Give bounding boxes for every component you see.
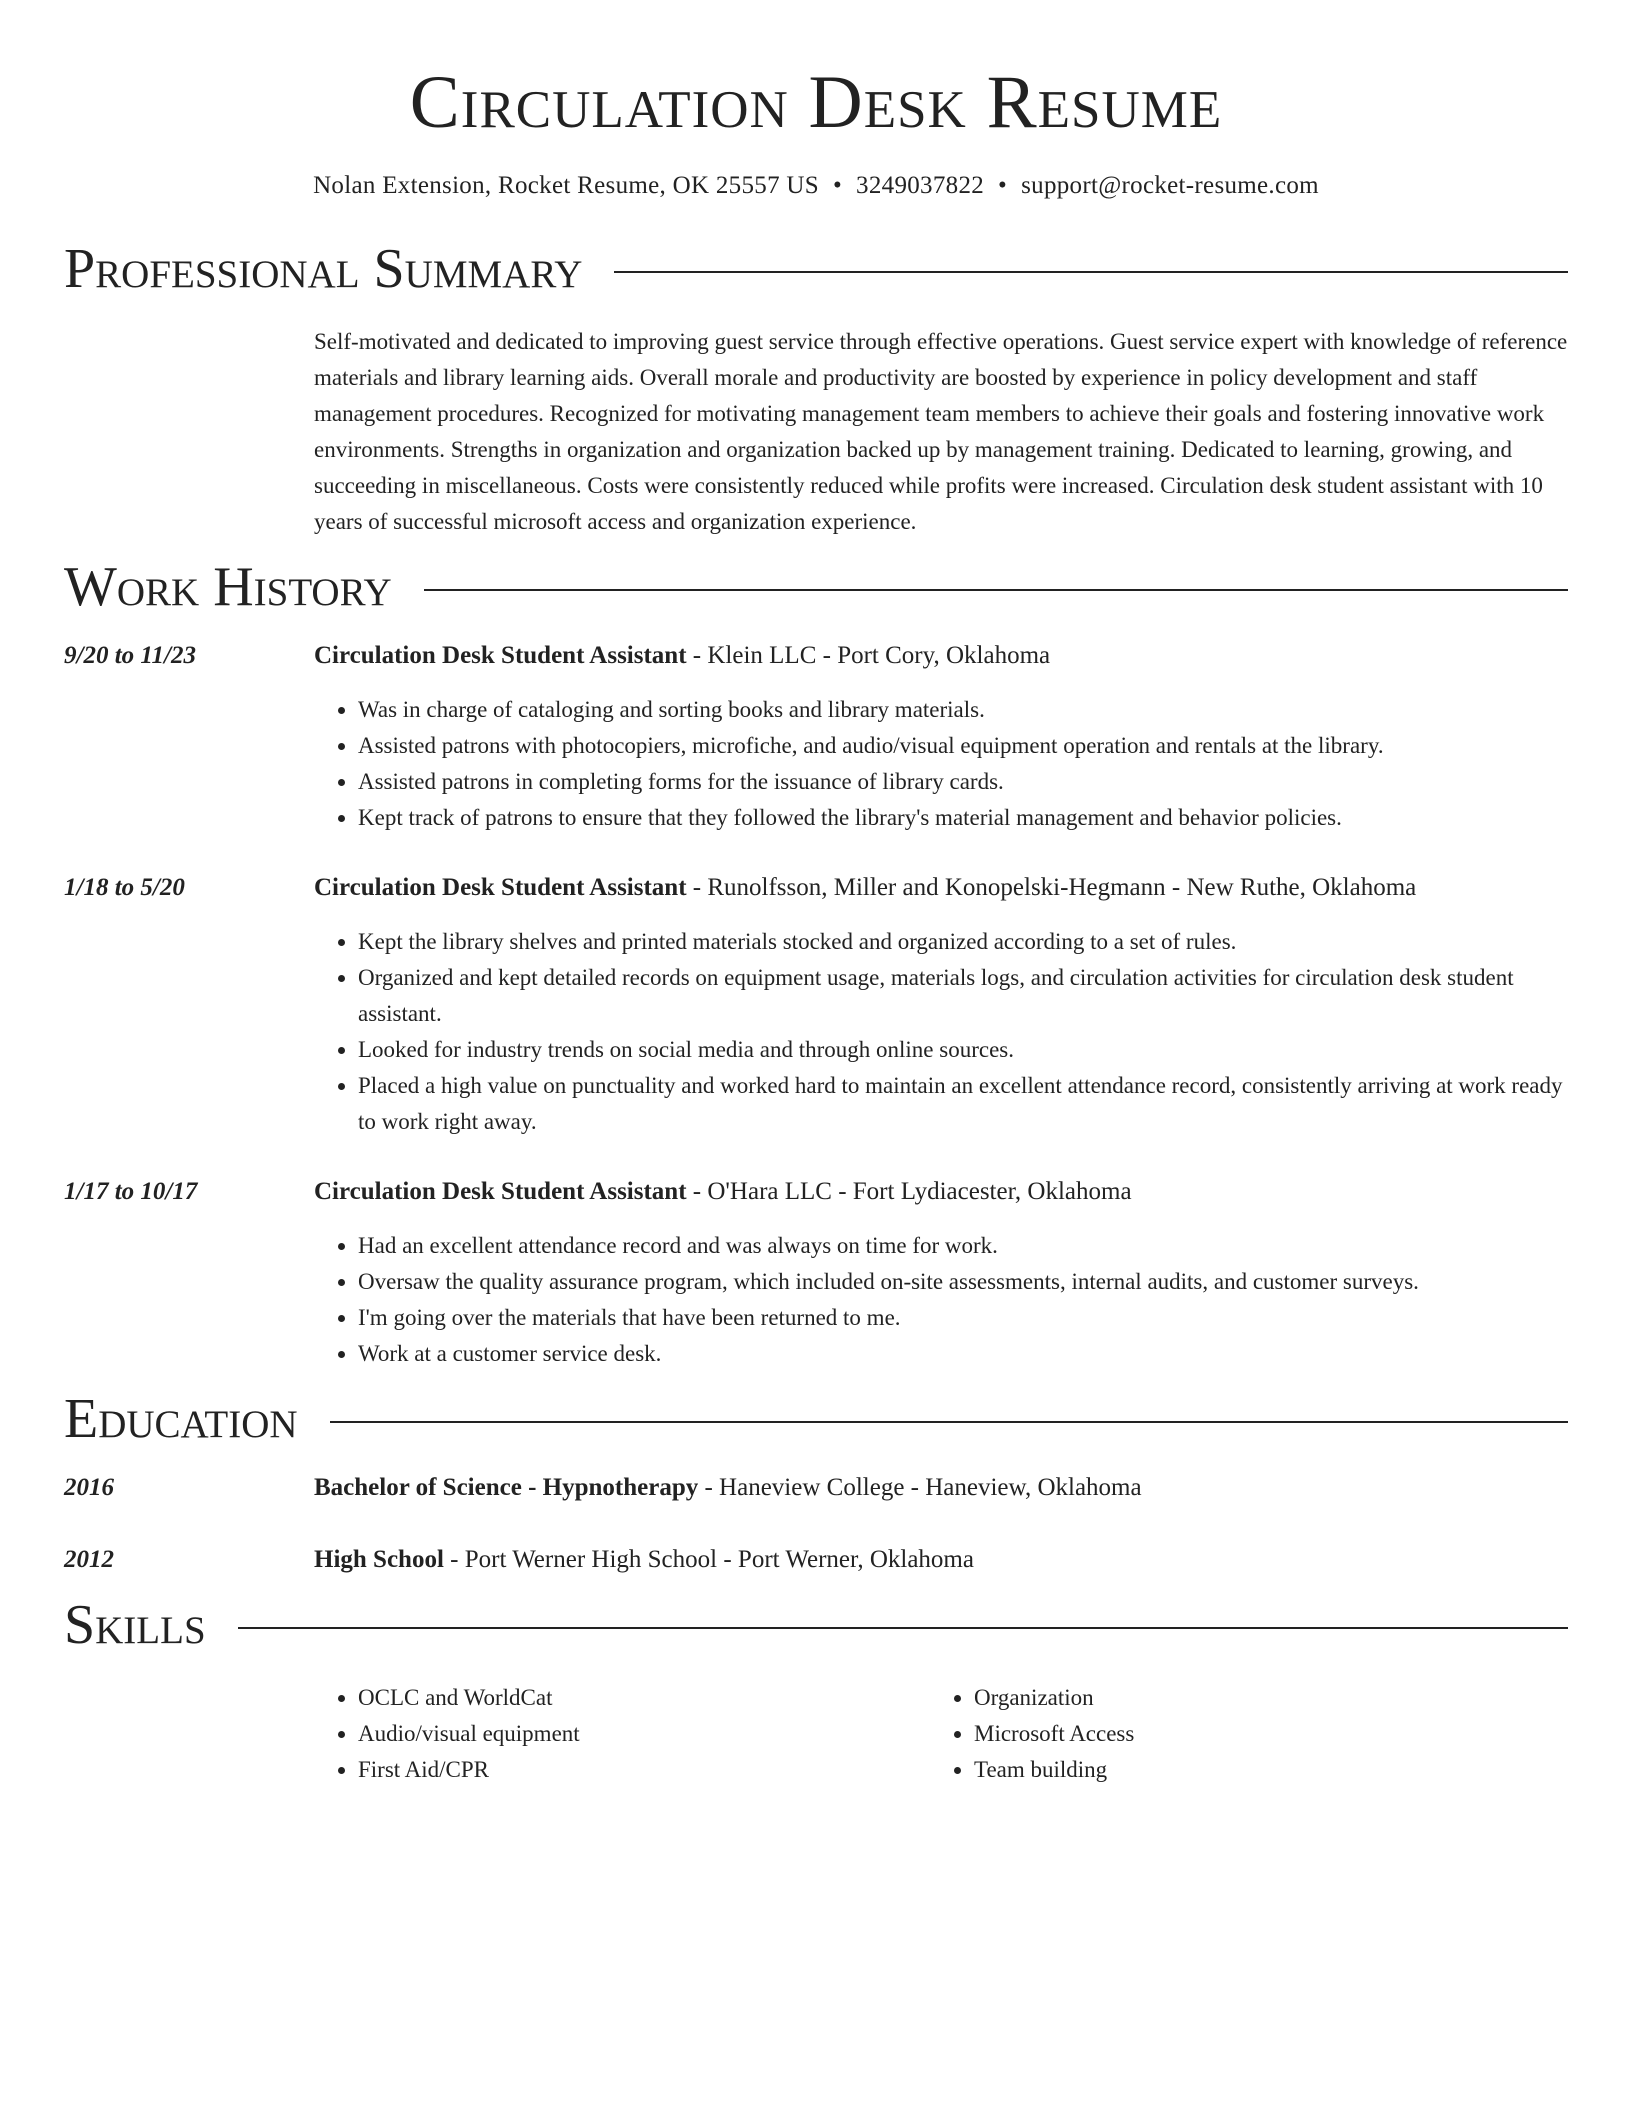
job-dates: 1/18 to 5/20: [64, 874, 185, 901]
contact-address: Nolan Extension, Rocket Resume, OK 25557 US: [313, 172, 819, 199]
education-year: 2012: [64, 1546, 114, 1573]
contact-separator: •: [832, 172, 843, 199]
job-entry: [64, 870, 1568, 1140]
summary-text: Self-motivated and dedicated to improving guest service through effective operations. Guest service expert with knowledge of reference materials and library learning aids. Overall morale and productivity are boosted by experience in policy development and staff management procedures. Recognized for motivating management team members to achieve their goals and fostering innovative work environments. Strengths in organization and organization backed up by management training. Dedicated to learning, growing, and succeeding in miscellaneous. Costs were consistently reduced while profits were increased. Circulation desk student assistant with 10 years of successful microsoft access and organization experience.: [314, 329, 1568, 534]
job-dates: 1/17 to 10/17: [64, 1178, 198, 1205]
job-title: Circulation Desk Student Assistant: [314, 1178, 687, 1205]
job-headline: [314, 638, 1568, 674]
education-year: 2016: [64, 1474, 114, 1501]
job-content: [314, 1174, 1568, 1372]
work-heading: Work History: [64, 556, 392, 618]
job-duty-item: • Was in charge of cataloging and sorting books and library materials.: [358, 692, 1568, 728]
job-content: [314, 870, 1568, 1140]
skills-column-2: [930, 1680, 1546, 1788]
section-divider: [330, 1421, 1568, 1423]
education-entry: [64, 1542, 1568, 1578]
job-duty-item: • Kept the library shelves and printed materials stocked and organized according to a set of rules.: [358, 924, 1568, 960]
education-headline: [314, 1470, 1568, 1506]
skills-section-header: [64, 1592, 1568, 1658]
job-duty-item: • Assisted patrons in completing forms for the issuance of library cards.: [358, 764, 1568, 800]
job-duty-item: • Oversaw the quality assurance program, which included on-site assessments, internal audits, and customer surveys.: [358, 1264, 1568, 1300]
job-dates: 9/20 to 11/23: [64, 642, 196, 669]
section-divider: [614, 271, 1568, 273]
education-heading: Education: [64, 1388, 298, 1450]
skills-column-1: [314, 1680, 930, 1788]
job-duty-item: • Placed a high value on punctuality and worked hard to maintain an excellent attendance record, consistently arriving at work ready to work right away.: [358, 1068, 1568, 1140]
education-entry: [64, 1470, 1568, 1506]
job-headline: [314, 870, 1568, 906]
job-duty-item: • I'm going over the materials that have been returned to me.: [358, 1300, 1568, 1336]
skills-heading: Skills: [64, 1594, 206, 1656]
contact-separator: •: [998, 172, 1008, 199]
education-section-header: [64, 1386, 1568, 1452]
job-duty-item: • Had an excellent attendance record and was always on time for work.: [358, 1228, 1568, 1264]
job-duties: [314, 924, 1568, 1140]
job-duty-item: • Looked for industry trends on social media and through online sources.: [358, 1032, 1568, 1068]
education-school: - Haneview College - Haneview, Oklahoma: [698, 1474, 1142, 1501]
skill-item: • First Aid/CPR: [358, 1752, 930, 1788]
summary-heading: Professional Summary: [64, 238, 583, 300]
education-headline: [314, 1542, 1568, 1578]
job-duty-item: • Work at a customer service desk.: [358, 1336, 1568, 1372]
section-divider: [424, 589, 1568, 591]
document-title: Circulation Desk Resume: [409, 61, 1223, 144]
skill-item: • OCLC and WorldCat: [358, 1680, 930, 1716]
skill-item: • Audio/visual equipment: [358, 1716, 930, 1752]
education-school: - Port Werner High School - Port Werner, Oklahoma: [443, 1546, 974, 1573]
skill-item: • Organization: [974, 1680, 1546, 1716]
job-duty-item: • Assisted patrons with photocopiers, microfiche, and audio/visual equipment operation and rentals at the library.: [358, 728, 1568, 764]
job-headline: [314, 1174, 1568, 1210]
skills-list: [314, 1680, 1568, 1788]
education-degree: Bachelor of Science - Hypnotherapy: [314, 1474, 699, 1501]
job-employer: - Klein LLC - Port Cory, Oklahoma: [686, 642, 1051, 669]
job-entry: [64, 638, 1568, 836]
education-content: [314, 1470, 1568, 1506]
skill-item: • Microsoft Access: [974, 1716, 1546, 1752]
job-duty-item: • Kept track of patrons to ensure that they followed the library's material management and behavior policies.: [358, 800, 1568, 836]
work-section-header: [64, 554, 1568, 620]
contact-line: [64, 170, 1568, 202]
job-entry: [64, 1174, 1568, 1372]
education-degree: High School: [314, 1546, 444, 1573]
skill-item: • Team building: [974, 1752, 1546, 1788]
job-content: [314, 638, 1568, 836]
job-duties: [314, 1228, 1568, 1372]
summary-section-header: [64, 236, 1568, 302]
job-duties: [314, 692, 1568, 836]
job-duty-item: • Organized and kept detailed records on equipment usage, materials logs, and circulation activities for circulation desk student assistant.: [358, 960, 1568, 1032]
section-divider: [238, 1627, 1568, 1629]
job-employer: - Runolfsson, Miller and Konopelski-Hegmann - New Ruthe, Oklahoma: [686, 874, 1417, 901]
job-title: Circulation Desk Student Assistant: [314, 874, 687, 901]
contact-phone: 3249037822: [856, 172, 985, 199]
job-title: Circulation Desk Student Assistant: [314, 642, 687, 669]
contact-email: support@rocket-resume.com: [1021, 172, 1319, 199]
job-employer: - O'Hara LLC - Fort Lydiacester, Oklahoma: [686, 1178, 1132, 1205]
education-content: [314, 1542, 1568, 1578]
